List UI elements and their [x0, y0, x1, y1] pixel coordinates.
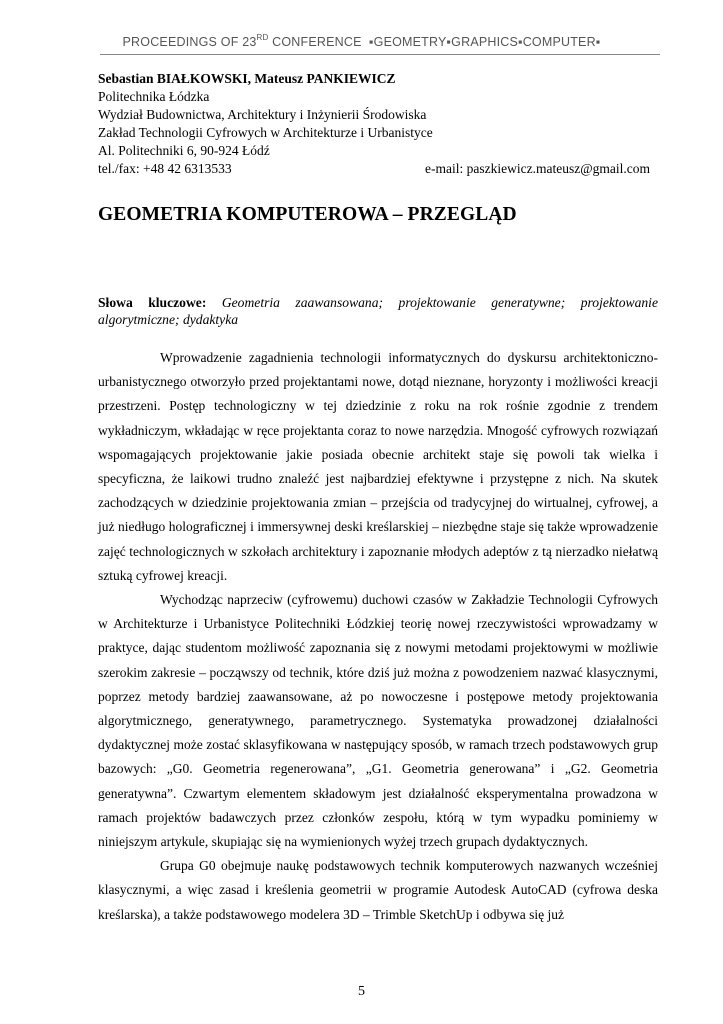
page-number: 5	[358, 984, 365, 999]
header-superscript: RD	[256, 33, 269, 42]
paragraph: Wychodząc naprzeciw (cyfrowemu) duchowi czasów w Zakładzie Technologii Cyfrowych w Architekturze i Urbanistyce Politechniki Łódzkiej teorię nowej rzeczywistości wprowadzamy w praktyce, dając studentom możliwość zapoznania się z nowymi metodami projektowymi w możliwie szerokim zakresie – począwszy od technik, które dziś już można z powodzeniem nazwać klasycznymi, poprzez metody bardziej zaawansowane, aż po nowoczesne i postępowe metody projektowania algorytmicznego, generatywnego, parametrycznego. Systematyka prowadzonej działalności dydaktycznej może zostać sklasyfikowana w następujący sposób, w ramach trzech podstawowych grup bazowych: „G0. Geometria regenerowana”, „G1. Geometria generowana” i „G2. Geometria generatywna”. Czwartym elementem składowym jest działalność eksperymentalna prowadzona w ramach projektów badawczych przez członków zespołu, którą w tym wypadku pominiemy w niniejszym artykule, skupiając się na wymienionych wyżej trzech grupach dydaktycznych.	[98, 592, 658, 850]
contact-row	[98, 160, 658, 178]
author-email: e-mail: paszkiewicz.mateusz@gmail.com	[425, 161, 650, 176]
paragraph: Wprowadzenie zagadnienia technologii informatycznych do dyskursu architektoniczno-urbanistycznego otworzyło przed projektantami nowe, dotąd nieznane, horyzonty i możliwości kreacji przestrzeni. Postęp technologiczny w tej dziedzinie z roku na rok rośnie zgodnie z trendem wykładniczym, wkładając w ręce projektanta coraz to nowe narzędzia. Mnogość cyfrowych rozwiązań wspomagających projektowanie jakie posiada obecnie architekt staje się powoli tak wielka i specyficzna, że laikowi trudno znaleźć jest najbardziej efektywne i przystępne z nich. Na skutek zachodzących w dziedzinie projektowania zmian – przejścia od tradycyjnej do wirtualnej, cyfrowej, a już niedługo holograficznej i immersywnej deski kreślarskiej – niezbędne staje się także wprowadzenie zajęć technologicznych w szkołach architektury i zapoznanie młodych adeptów z tą nierzadko niełatwą sztuką cyfrowej kreacji.	[98, 350, 658, 583]
author-department: Zakład Technologii Cyfrowych w Architekturze i Urbanistyce	[98, 125, 433, 140]
header-rule	[100, 54, 660, 55]
author-names: Sebastian BIAŁKOWSKI, Mateusz PANKIEWICZ	[98, 71, 396, 86]
body-text	[98, 346, 658, 927]
keywords-text-1: Geometria zaawansowana; projektowanie generatywne; projektowanie	[221, 295, 658, 310]
paragraph: Grupa G0 obejmuje naukę podstawowych technik komputerowych nazwanych wcześniej klasycznymi, a więc zasad i kreślenia geometrii w programie Autodesk AutoCAD (cyfrowa deska kreślarska), a także podstawowego modelera 3D – Trimble SketchUp i odbywa się już	[98, 858, 658, 922]
author-block	[98, 70, 658, 178]
keywords-label: Słowa kluczowe:	[98, 295, 207, 310]
author-address: Al. Politechniki 6, 90-924 Łódź	[98, 143, 270, 158]
author-university: Politechnika Łódzka	[98, 89, 210, 104]
keywords-line-1	[98, 294, 658, 311]
running-header	[0, 33, 723, 49]
paper-title: GEOMETRIA KOMPUTEROWA – PRZEGLĄD	[98, 204, 517, 225]
header-suffix: CONFERENCE ▪GEOMETRY▪GRAPHICS▪COMPUTER▪	[268, 35, 601, 49]
keywords-text-2: algorytmiczne; dydaktyka	[98, 312, 239, 327]
author-faculty: Wydział Budownictwa, Architektury i Inżynierii Środowiska	[98, 107, 427, 122]
author-phone: tel./fax: +48 42 6313533	[98, 161, 232, 176]
header-prefix: PROCEEDINGS OF 23	[122, 35, 257, 49]
keywords-block	[98, 294, 658, 328]
